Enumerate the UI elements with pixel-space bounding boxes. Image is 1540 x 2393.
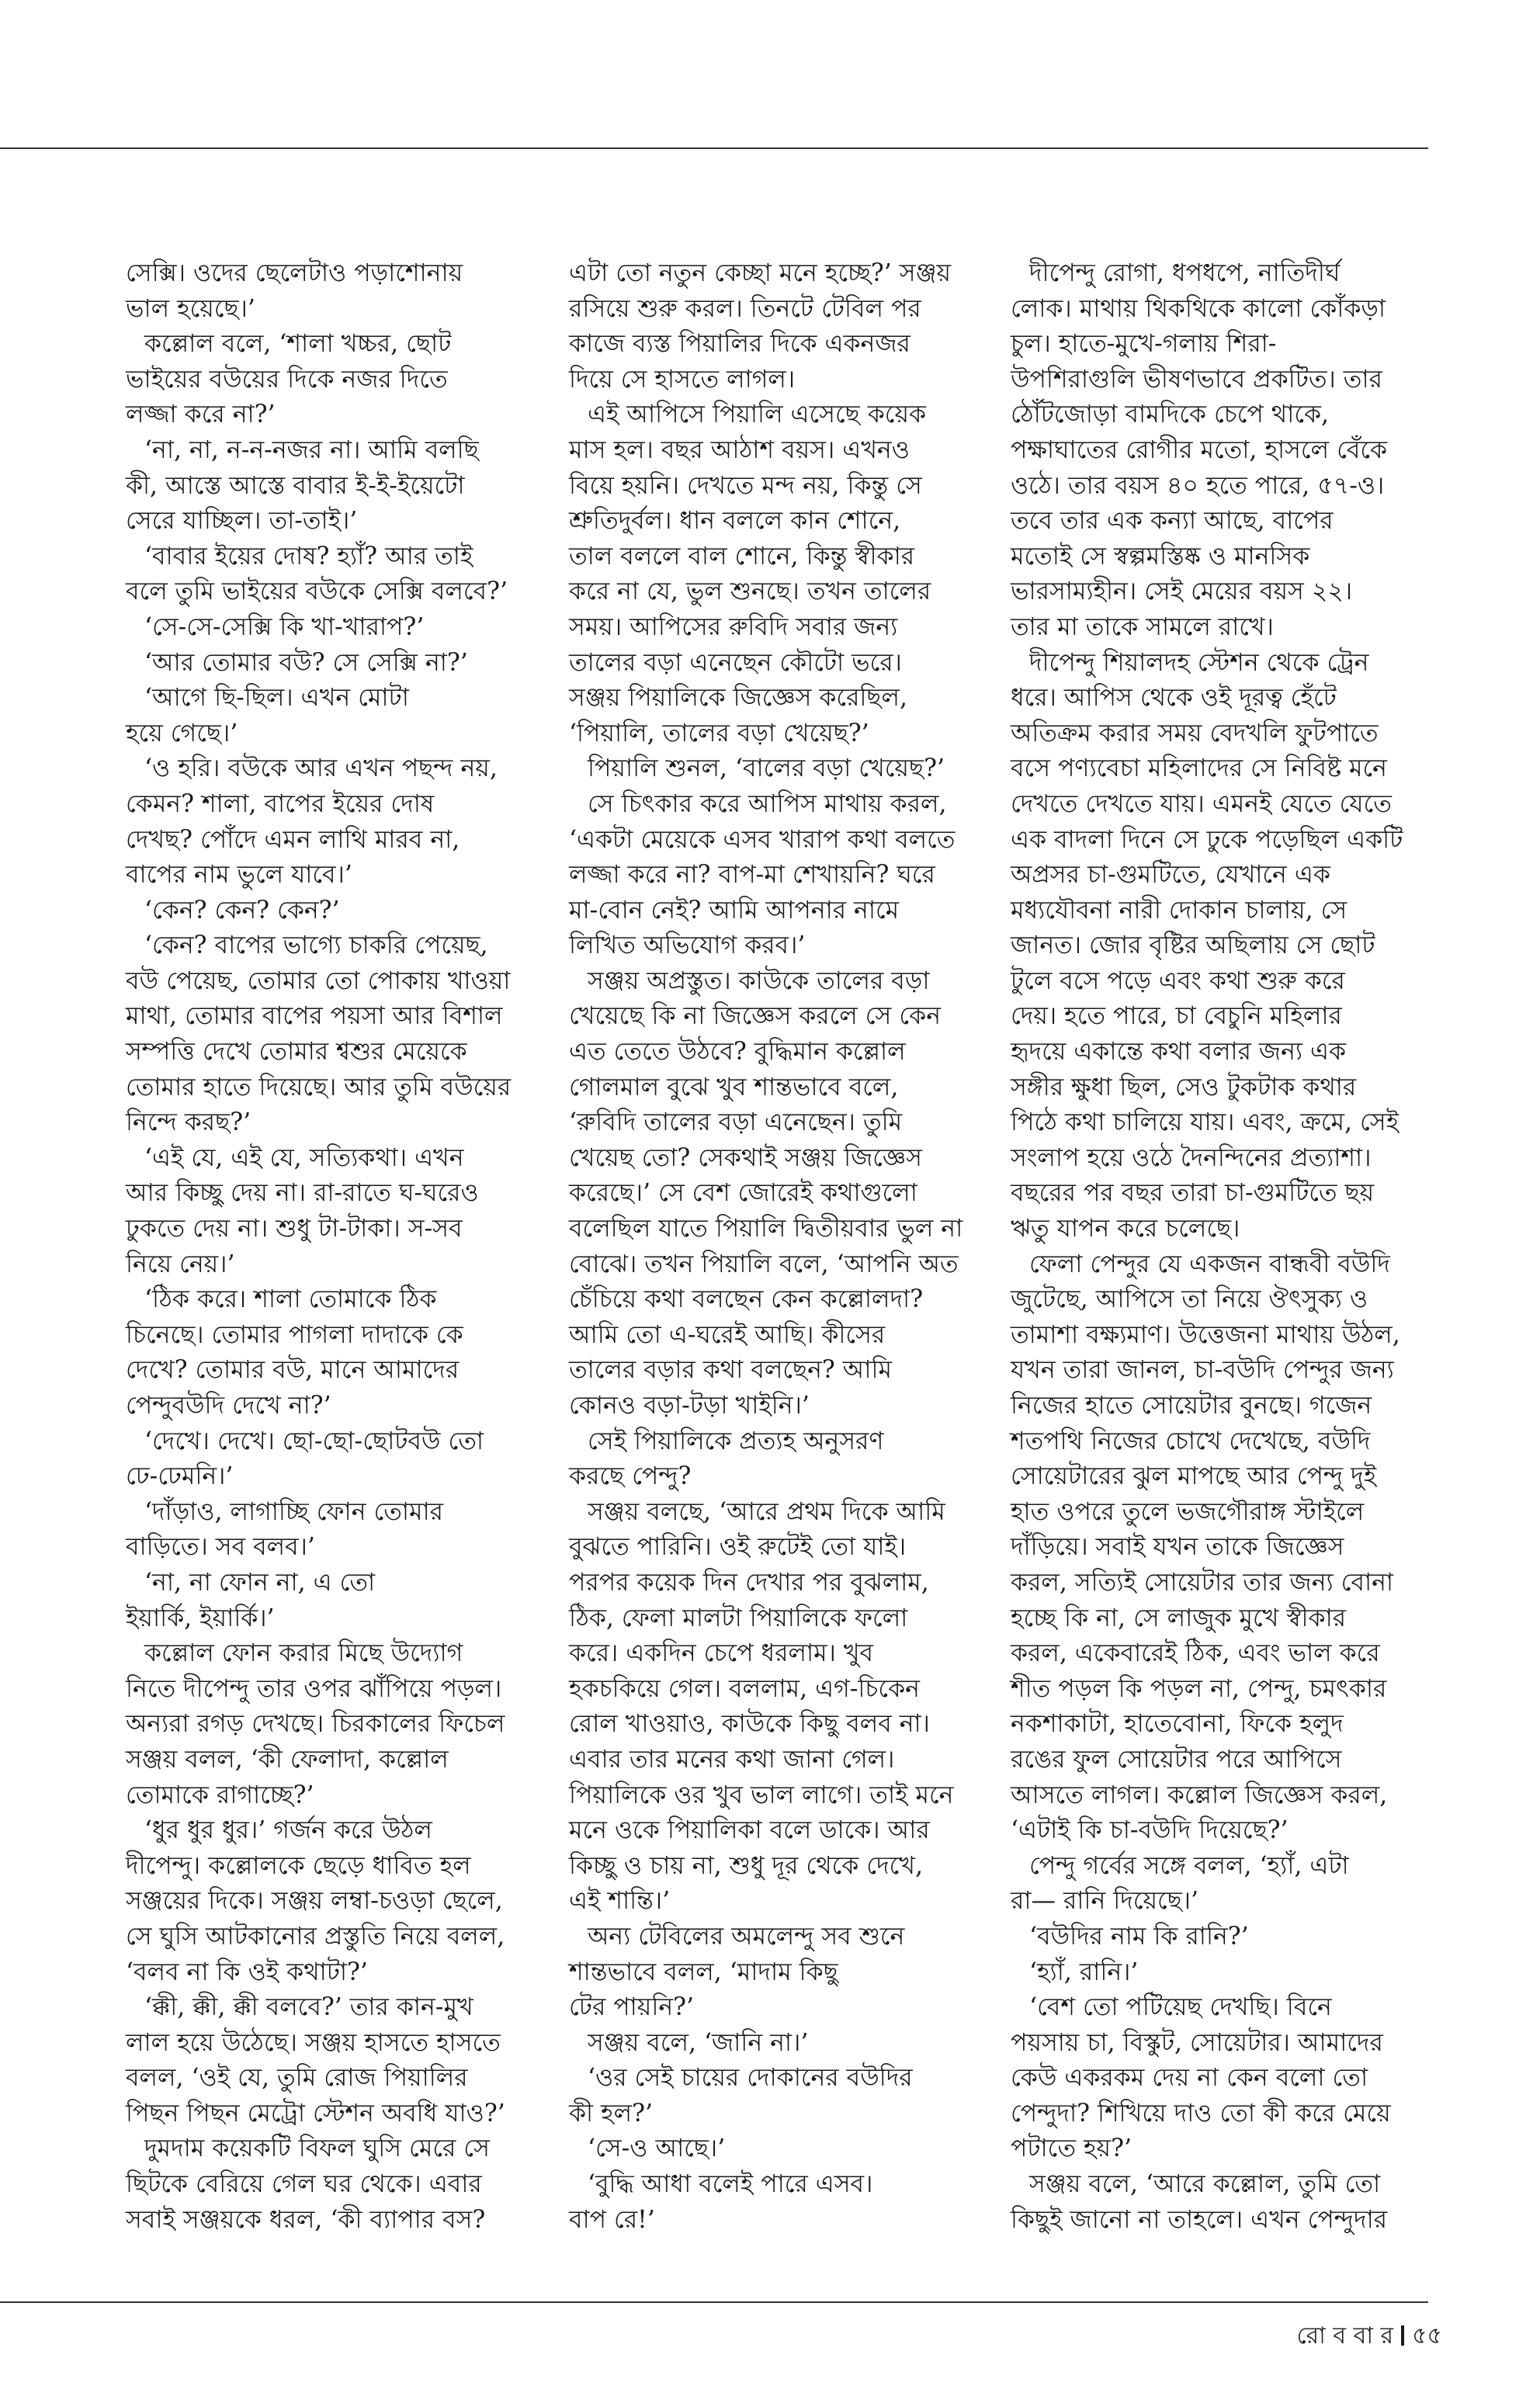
text-line: সঞ্জয়ের দিকে। সঞ্জয় লম্বা-চওড়া ছেলে, (126, 1887, 503, 1916)
text-line: সঞ্জয় বলে, ‘জানি না।’ (588, 2028, 809, 2057)
text-line: ‘বেশ তো পটিয়েছ দেখছি। বিনে (1029, 1993, 1332, 2022)
text-line: শীত পড়ল কি পড়ল না, পেন্দু, চমৎকার (1011, 1674, 1387, 1703)
text-line: উপশিরাগুলি ভীষণভাবে প্রকটিত। তার (1011, 365, 1382, 394)
text-line: আমি তো এ-ঘরেই আছি। কীসের (569, 1320, 886, 1349)
magazine-name: রো ব বা র (1296, 2322, 1394, 2350)
text-line: তাল বললে বাল শোনে, কিন্তু স্বীকার (569, 542, 915, 571)
text-line: তার মা তাকে সামলে রাখে। (1011, 612, 1274, 641)
text-line: সে ঘুসি আটকানোর প্রস্তুতি নিয়ে বলল, (126, 1922, 505, 1951)
text-line: ‘সে-ও আছে।’ (588, 2135, 726, 2163)
text-line: অন্যরা রগড় দেখছে। চিরকালের ফিচেল (126, 1710, 505, 1739)
text-line: ‘পিয়ালি, তালের বড়া খেয়েছ?’ (569, 719, 869, 747)
text-line: সঞ্জয় বলছে, ‘আরে প্রথম দিকে আমি (588, 1497, 945, 1526)
text-line: ভারসাম্যহীন। সেই মেয়ের বয়স ২২। (1011, 577, 1353, 606)
text-line: দেখতে দেখতে যায়। এমনই যেতে যেতে (1011, 789, 1392, 818)
text-line: ‘রুবিদি তালের বড়া এনেছেন। তুমি (569, 1108, 903, 1137)
text-line: দেয়। হতে পারে, চা বেচুনি মহিলার (1011, 1002, 1342, 1031)
text-line: হকচকিয়ে গেল। বললাম, এগ-চিকেন (569, 1674, 920, 1703)
text-line: সঞ্জয় বলল, ‘কী ফেলাদা, কল্লোল (126, 1745, 449, 1774)
text-column-2 (569, 256, 966, 2238)
text-line: ‘না, না ফোন না, এ তো (144, 1568, 376, 1597)
text-line: দেখছ? পোঁদে এমন লাথি মারব না, (126, 825, 460, 854)
text-line: নিন্দে করছ?’ (126, 1108, 251, 1137)
text-line: দাঁড়িয়ে। সবাই যখন তাকে জিজ্ঞেস (1011, 1533, 1344, 1562)
text-line: এটা তো নতুন কেচ্ছা মনে হচ্ছে?’ সঞ্জয় (569, 259, 952, 287)
text-line: শতপথি নিজের চোখে দেখেছে, বউদি (1011, 1427, 1371, 1455)
text-line: পরপর কয়েক দিন দেখার পর বুঝলাম, (569, 1568, 929, 1597)
text-line: বলেছিল যাতে পিয়ালি দ্বিতীয়বার ভুল না (569, 1215, 963, 1243)
text-line: কী হল?’ (569, 2099, 653, 2128)
text-line: তালের বড়া এনেছেন কৌটো ভরে। (569, 648, 902, 677)
text-line: পিছন পিছন মেট্রো স্টেশন অবধি যাও?’ (126, 2099, 505, 2128)
text-line: সেই পিয়ালিকে প্রত্যহ অনুসরণ (588, 1427, 884, 1455)
text-line: লোক। মাথায় থিকথিকে কালো কোঁকড়া (1011, 294, 1386, 323)
text-line: পিঠে কথা চালিয়ে যায়। এবং, ক্রমে, সেই (1011, 1108, 1400, 1137)
text-line: বাপের নাম ভুলে যাবে।’ (126, 861, 352, 890)
text-line: ‘ওর সেই চায়ের দোকানের বউদির (588, 2064, 913, 2093)
text-line: করল, একেবারেই ঠিক, এবং ভাল করে (1011, 1639, 1380, 1668)
text-line: তোমার হাতে দিয়েছে। আর তুমি বউয়ের (126, 1073, 512, 1101)
text-line: সঙ্গীর ক্ষুধা ছিল, সেও টুকটাক কথার (1011, 1073, 1357, 1101)
text-line: নিতে দীপেন্দু তার ওপর ঝাঁপিয়ে পড়ল। (126, 1674, 502, 1703)
text-line: সঞ্জয় অপ্রস্তুত। কাউকে তালের বড়া (588, 966, 930, 995)
page-number: ৫৫ (1412, 2322, 1442, 2350)
text-line: কী, আস্তে আস্তে বাবার ই-ই-ইয়েটো (126, 471, 465, 500)
text-line: পেন্দুদা? শিখিয়ে দাও তো কী করে মেয়ে (1011, 2099, 1391, 2128)
text-line: সংলাপ হয়ে ওঠে দৈনন্দিনের প্রত্যাশা। (1011, 1143, 1372, 1172)
text-line: কেউ একরকম দেয় না কেন বলো তো (1011, 2064, 1368, 2093)
text-line: এত তেতে উঠবে? বুদ্ধিমান কল্লোল (569, 1038, 906, 1066)
text-line: কেমন? শালা, বাপের ইয়ের দোষ (126, 789, 435, 818)
text-line: ‘এই যে, এই যে, সত্যিকথা। এখন (144, 1143, 464, 1172)
text-line: জুটেছে, আপিসে তা নিয়ে ঔৎসুক্য ও (1011, 1285, 1368, 1314)
text-line: চেঁচিয়ে কথা বলছেন কেন কল্লোলদা? (569, 1285, 924, 1314)
page-footer (1296, 2321, 1442, 2352)
text-line: এক বাদলা দিনে সে ঢুকে পড়েছিল একটি (1011, 825, 1403, 854)
text-line: সে চিৎকার করে আপিস মাথায় করল, (588, 789, 947, 818)
text-line: ধরে। আপিস থেকে ওই দূরত্ব হেঁটে (1011, 684, 1337, 713)
text-line: রা— রানি দিয়েছে।’ (1011, 1887, 1199, 1916)
text-line: হয়ে গেছে।’ (126, 719, 238, 747)
text-line: বউ পেয়েছ, তোমার তো পোকায় খাওয়া (126, 966, 511, 995)
bottom-rule (0, 2301, 1428, 2303)
text-line: বছরের পর বছর তারা চা-গুমটিতে ছয় (1011, 1179, 1375, 1208)
text-line: পিয়ালিকে ওর খুব ভাল লাগে। তাই মনে (569, 1781, 954, 1809)
text-line: চুল। হাতে-মুখে-গলায় শিরা- (1011, 330, 1277, 359)
text-line: ‘বাবার ইয়ের দোষ? হ্যাঁ? আর তাই (144, 542, 473, 571)
text-line: ‘হ্যাঁ, রানি।’ (1029, 1958, 1139, 1986)
text-line: হৃদয়ে একান্তে কথা বলার জন্য এক (1011, 1038, 1347, 1066)
text-line: সম্পত্তি দেখে তোমার শ্বশুর মেয়েকে (126, 1038, 467, 1066)
text-line: সোয়েটারের ঝুল মাপছে আর পেন্দু দুই (1011, 1462, 1377, 1491)
text-line: রসিয়ে শুরু করল। তিনটে টেবিল পর (569, 294, 921, 323)
text-column-1 (126, 256, 523, 2238)
text-line: কল্লোল বলে, ‘শালা খচ্চর, ছোট (144, 330, 452, 359)
text-line: সেরে যাচ্ছিল। তা-তাই।’ (126, 507, 358, 536)
text-line: ‘সে-সে-সেক্সি কি খা-খারাপ?’ (144, 612, 425, 641)
text-line: অন্য টেবিলের অমলেন্দু সব শুনে (588, 1922, 905, 1951)
text-line: তালের বড়ার কথা বলছেন? আমি (569, 1356, 893, 1385)
text-line: করে। একদিন চেপে ধরলাম। খুব (569, 1639, 874, 1668)
text-line: খেয়েছে কি না জিজ্ঞেস করলে সে কেন (569, 1002, 941, 1031)
text-line: বোঝে। তখন পিয়ালি বলে, ‘আপনি অত (569, 1250, 959, 1278)
text-line: বুঝতে পারিনি। ওই রুটেই তো যাই। (569, 1533, 907, 1562)
text-line: ‘একটা মেয়েকে এসব খারাপ কথা বলতে (569, 825, 956, 854)
text-line: ‘বুদ্ধি আধা বলেই পারে এসব। (588, 2170, 873, 2199)
text-line: কোনও বড়া-টড়া খাইনি।’ (569, 1392, 810, 1420)
text-line: পটাতে হয়?’ (1011, 2135, 1132, 2163)
text-line: চিনেছে। তোমার পাগলা দাদাকে কে (126, 1320, 463, 1349)
text-line: অতিক্রম করার সময় বেদখলি ফুটপাতে (1011, 719, 1379, 747)
text-line: করে না যে, ভুল শুনছে। তখন তালের (569, 577, 931, 606)
text-line: ফেলা পেন্দুর যে একজন বান্ধবী বউদি (1029, 1250, 1390, 1278)
text-line: দেখে? তোমার বউ, মানে আমাদের (126, 1356, 460, 1385)
text-line: পয়সায় চা, বিস্কুট, সোয়েটার। আমাদের (1011, 2028, 1383, 2057)
text-line: ওঠে। তার বয়স ৪০ হতে পারে, ৫৭-ও। (1011, 471, 1385, 500)
text-line: ‘ঠিক করে। শালা তোমাকে ঠিক (144, 1285, 437, 1314)
text-line: কল্লোল ফোন করার মিছে উদ্যোগ (144, 1639, 463, 1668)
text-line: নিয়ে নেয়।’ (126, 1250, 235, 1278)
text-line: ‘দাঁড়াও, লাগাচ্ছি ফোন তোমার (144, 1497, 444, 1526)
text-line: জানত। জোর বৃষ্টির অছিলায় সে ছোট (1011, 931, 1375, 960)
text-line: ‘কেন? কেন? কেন?’ (144, 896, 340, 924)
text-line: ‘বউদির নাম কি রানি?’ (1029, 1922, 1249, 1951)
text-line: কাজে ব্যস্ত পিয়ালির দিকে একনজর (569, 330, 910, 359)
text-line: ‘আর তোমার বউ? সে সেক্সি না?’ (144, 648, 468, 677)
text-line: তবে তার এক কন্যা আছে, বাপের (1011, 507, 1334, 536)
text-line: নিজের হাতে সোয়েটার বুনছে। গজেন (1011, 1392, 1372, 1420)
text-line: সেক্সি। ওদের ছেলেটাও পড়াশোনায় (126, 259, 463, 287)
text-line: দীপেন্দু রোগা, ধপধপে, নাতিদীর্ঘ (1029, 259, 1341, 287)
text-line: দীপেন্দু শিয়ালদহ স্টেশন থেকে ট্রেন (1029, 648, 1369, 677)
text-line: ‘না, না, ন-ন-নজর না। আমি বলছি (144, 435, 479, 464)
text-line: লজ্জা করে না? বাপ-মা শেখায়নি? ঘরে (569, 861, 935, 890)
text-line: তামাশা বক্ষ্যমাণ। উত্তেজনা মাথায় উঠল, (1011, 1320, 1400, 1349)
text-line: তোমাকে রাগাচ্ছে?’ (126, 1781, 314, 1809)
text-line: ‘এটাই কি চা-বউদি দিয়েছে?’ (1011, 1816, 1289, 1845)
text-line: মাথা, তোমার বাপের পয়সা আর বিশাল (126, 1002, 503, 1031)
text-line: লিখিত অভিযোগ করব।’ (569, 931, 806, 960)
text-line: রঙের ফুল সোয়েটার পরে আপিসে (1011, 1745, 1342, 1774)
text-line: ঋতু যাপন করে চলেছে। (1011, 1215, 1240, 1243)
text-line: দীপেন্দু। কল্লোলকে ছেড়ে ধাবিত হল (126, 1851, 471, 1880)
text-line: মতোই সে স্বল্পমস্তিষ্ক ও মানসিক (1011, 542, 1310, 571)
text-line: ভাল হয়েছে।’ (126, 294, 255, 323)
text-line: ‘ও হরি। বউকে আর এখন পছন্দ নয়, (144, 754, 498, 783)
text-line: করেছে।’ সে বেশ জোরেই কথাগুলো (569, 1179, 917, 1208)
text-line: পক্ষাঘাতের রোগীর মতো, হাসলে বেঁকে (1011, 435, 1388, 464)
text-line: টুলে বসে পড়ে এবং কথা শুরু করে (1011, 966, 1345, 995)
text-line: বলে তুমি ভাইয়ের বউকে সেক্সি বলবে?’ (126, 577, 508, 606)
text-line: ঢুকতে দেয় না। শুধু টা-টাকা। স-সব (126, 1215, 463, 1243)
text-line: শান্তভাবে বলল, ‘মাদাম কিছু (569, 1958, 838, 1986)
text-line: ‘ক্কী, ক্কী, ক্কী বলবে?’ তার কান-মুখ (144, 1993, 473, 2022)
text-line: দিয়ে সে হাসতে লাগল। (569, 365, 796, 394)
text-line: এই আপিসে পিয়ালি এসেছে কয়েক (588, 401, 927, 429)
text-line: খেয়েছ তো? সেকথাই সঞ্জয় জিজ্ঞেস (569, 1143, 922, 1172)
text-line: শ্রুতিদুর্বল। ধান বললে কান শোনে, (569, 507, 901, 536)
text-line: বাপ রে!’ (569, 2205, 655, 2234)
footer-separator (1401, 2325, 1404, 2346)
text-line: ‘ধুর ধুর ধুর।’ গর্জন করে উঠল (144, 1816, 432, 1845)
text-line: মাস হল। বছর আঠাশ বয়স। এখনও (569, 435, 910, 464)
text-line: ভাইয়ের বউয়ের দিকে নজর দিতে (126, 365, 448, 394)
text-line: এই শান্তি।’ (569, 1887, 671, 1916)
text-line: ‘কেন? বাপের ভাগ্যে চাকরি পেয়েছ, (144, 931, 488, 960)
top-rule (0, 147, 1428, 149)
text-line: সবাই সঞ্জয়কে ধরল, ‘কী ব্যাপার বস? (126, 2205, 486, 2234)
text-line: হচ্ছে কি না, সে লাজুক মুখে স্বীকার (1011, 1604, 1347, 1632)
text-line: সময়। আপিসের রুবিদি সবার জন্য (569, 612, 898, 641)
text-line: হাত ওপরে তুলে ভজগৌরাঙ্গ স্টাইলে (1011, 1497, 1365, 1526)
text-line: ইয়ার্কি, ইয়ার্কি।’ (126, 1604, 275, 1632)
text-line: ‘আগে ছি-ছিল। এখন মোটা (144, 684, 409, 713)
text-line: অপ্রসর চা-গুমটিতে, যেখানে এক (1011, 861, 1330, 890)
text-line: গোলমাল বুঝে খুব শান্তভাবে বলে, (569, 1073, 899, 1101)
text-line: সঞ্জয় বলে, ‘আরে কল্লোল, তুমি তো (1029, 2170, 1381, 2199)
text-line: পেন্দু গর্বের সঙ্গে বলল, ‘হ্যাঁ, এটা (1029, 1851, 1349, 1880)
text-line: ‘বলব না কি ওই কথাটা?’ (126, 1958, 368, 1986)
text-line: আর কিচ্ছু দেয় না। রা-রাতে ঘ-ঘরেও (126, 1179, 479, 1208)
text-line: সঞ্জয় পিয়ালিকে জিজ্ঞেস করেছিল, (569, 684, 907, 713)
text-line: করল, সত্যিই সোয়েটার তার জন্য বোনা (1011, 1568, 1394, 1597)
text-line: কিচ্ছু ও চায় না, শুধু দূর থেকে দেখে, (569, 1851, 923, 1880)
text-line: মনে ওকে পিয়ালিকা বলে ডাকে। আর (569, 1816, 930, 1845)
text-line: পিয়ালি শুনল, ‘বালের বড়া খেয়েছ?’ (588, 754, 945, 783)
text-line: দুমদাম কয়েকটি বিফল ঘুসি মেরে সে (144, 2135, 490, 2163)
text-line: নকশাকাটা, হাতেবোনা, ফিকে হলুদ (1011, 1710, 1344, 1739)
text-line: লাল হয়ে উঠেছে। সঞ্জয় হাসতে হাসতে (126, 2028, 501, 2057)
text-line: আসতে লাগল। কল্লোল জিজ্ঞেস করল, (1011, 1781, 1388, 1809)
text-line: টের পায়নি?’ (569, 1993, 695, 2022)
text-line: বলল, ‘ওই যে, তুমি রোজ পিয়ালির (126, 2064, 468, 2093)
text-line: যখন তারা জানল, চা-বউদি পেন্দুর জন্য (1011, 1356, 1394, 1385)
text-line: বসে পণ্যবেচা মহিলাদের সে নিবিষ্ট মনে (1011, 754, 1387, 783)
text-line: ‘দেখে। দেখে। ছো-ছো-ছোটবউ তো (144, 1427, 484, 1455)
text-line: এবার তার মনের কথা জানা গেল। (569, 1745, 895, 1774)
text-line: ঢে-ঢেমনি।’ (126, 1462, 234, 1491)
text-line: মা-বোন নেই? আমি আপনার নামে (569, 896, 900, 924)
text-line: ঠোঁটজোড়া বামদিকে চেপে থাকে, (1011, 401, 1330, 429)
text-line: কিছুই জানো না তাহলে। এখন পেন্দুদার (1011, 2205, 1388, 2234)
text-line: লজ্জা করে না?’ (126, 401, 276, 429)
text-line: পেন্দুবউদি দেখে না?’ (126, 1392, 331, 1420)
text-line: করছে পেন্দু? (569, 1462, 692, 1491)
text-line: বিয়ে হয়নি। দেখতে মন্দ নয়, কিন্তু সে (569, 471, 922, 500)
text-line: মধ্যযৌবনা নারী দোকান চালায়, সে (1011, 896, 1348, 924)
text-line: ঠিক, ফেলা মালটা পিয়ালিকে ফলো (569, 1604, 908, 1632)
text-column-3 (1011, 256, 1408, 2238)
text-line: রোল খাওয়াও, কাউকে কিছু বলব না। (569, 1710, 930, 1739)
text-line: বাড়িতে। সব বলব।’ (126, 1533, 315, 1562)
text-line: ছিটকে বেরিয়ে গেল ঘর থেকে। এবার (126, 2170, 482, 2199)
